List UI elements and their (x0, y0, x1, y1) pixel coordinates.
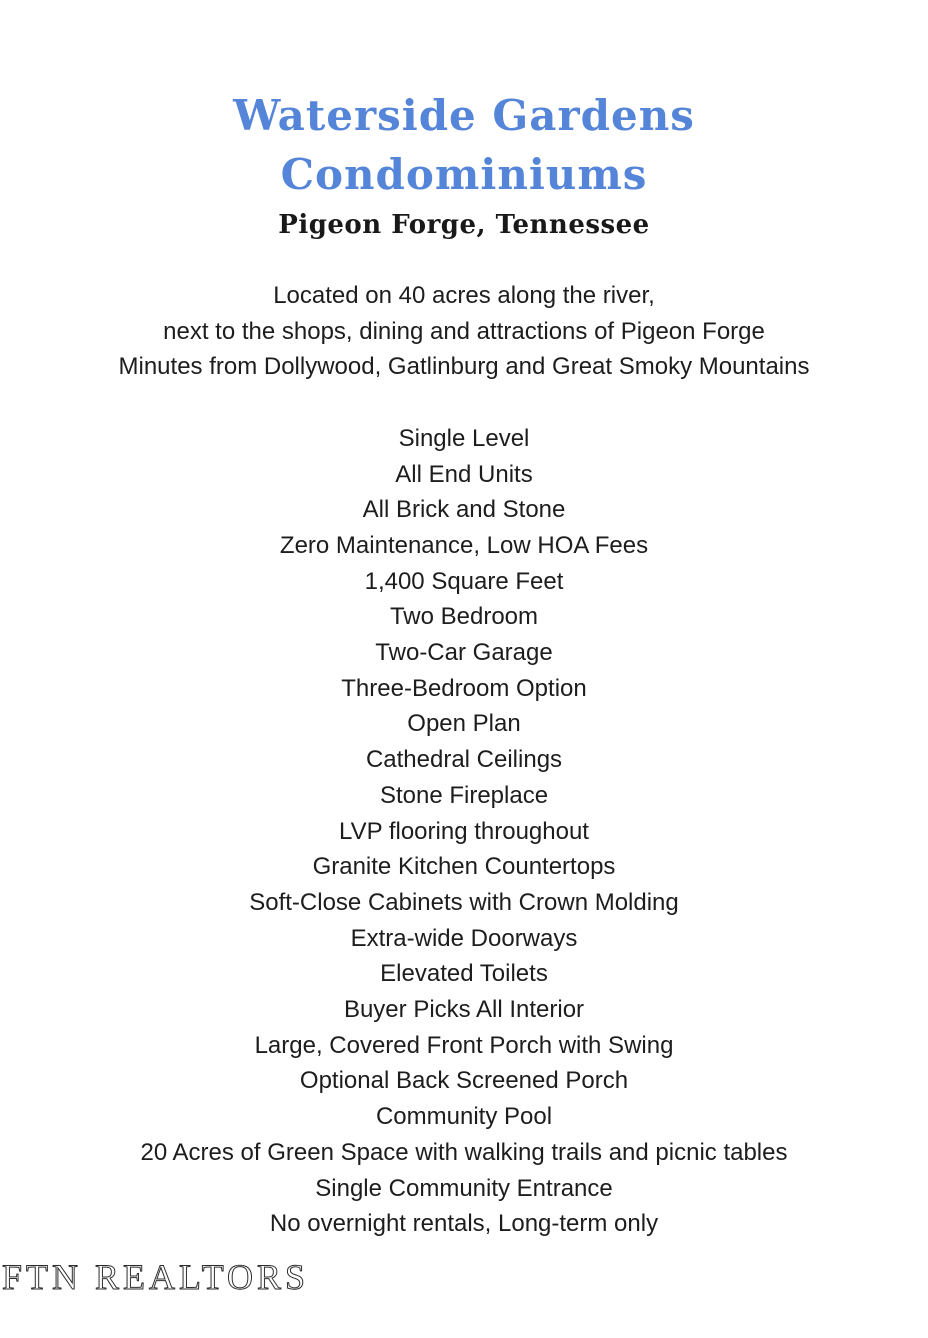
feature-line: Two Bedroom (389, 603, 539, 631)
feature-line: Large, Covered Front Porch with Swing (254, 1031, 674, 1059)
flyer-title-line2: Condominiums (280, 150, 648, 199)
ftn-realtors-watermark: FTN REALTORS (2, 1257, 310, 1297)
feature-line: Buyer Picks All Interior (343, 996, 585, 1024)
feature-line: Extra-wide Doorways (350, 924, 578, 952)
flyer-title (0, 86, 928, 204)
feature-line: Optional Back Screened Porch (299, 1067, 629, 1095)
feature-line: Zero Maintenance, Low HOA Fees (279, 531, 649, 559)
intro-line: Located on 40 acres along the river, (273, 282, 655, 309)
intro-line: next to the shops, dining and attractions of Pigeon Forge (163, 317, 765, 345)
feature-line: Single Community Entrance (315, 1174, 613, 1202)
intro-line: Minutes from Dollywood, Gatlinburg and Great Smoky Mountains (118, 353, 810, 381)
feature-line: Single Level (398, 424, 530, 452)
feature-line: Granite Kitchen Countertops (312, 853, 616, 881)
feature-line: Two-Car Garage (375, 639, 553, 667)
flyer-title-line1: Waterside Gardens (233, 91, 695, 140)
feature-line: All Brick and Stone (362, 496, 566, 524)
feature-line: Soft-Close Cabinets with Crown Molding (249, 888, 679, 916)
feature-line: Three-Bedroom Option (341, 674, 587, 702)
feature-line: All End Units (395, 460, 533, 488)
feature-line: Community Pool (375, 1103, 553, 1131)
feature-list (0, 421, 928, 1242)
flyer-subtitle: Pigeon Forge, Tennessee (278, 210, 650, 240)
feature-line: Cathedral Ceilings (365, 746, 563, 774)
feature-line: 1,400 Square Feet (364, 567, 564, 595)
feature-line: LVP flooring throughout (339, 817, 589, 845)
feature-line: No overnight rentals, Long-term only (269, 1210, 659, 1238)
feature-line: Elevated Toilets (380, 960, 548, 988)
intro-paragraph (0, 278, 928, 385)
feature-line: 20 Acres of Green Space with walking trails and picnic tables (140, 1138, 788, 1166)
feature-line: Stone Fireplace (379, 781, 549, 809)
feature-line: Open Plan (407, 710, 521, 738)
